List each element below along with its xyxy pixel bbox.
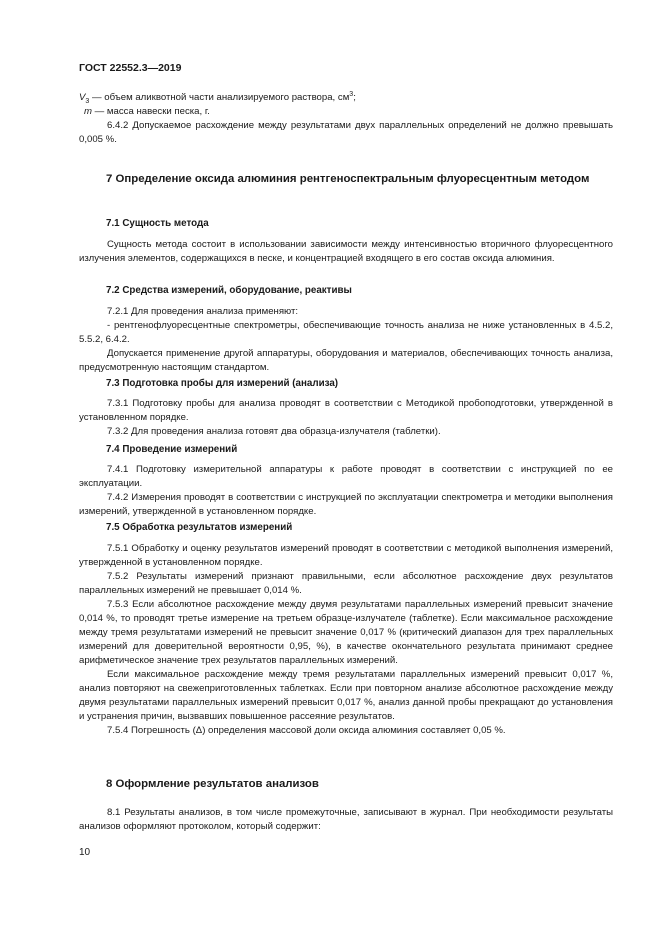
paragraph-7-1: Сущность метода состоит в использовании зависимости между интенсивностью вторичного флуоресцентного излучения элементов, содержащихся в песке, и концентрацией входящего в его состав оксида алюминия.	[79, 239, 613, 264]
section-7-3-body	[79, 397, 613, 439]
paragraph-7-4-2: 7.4.2 Измерения проводят в соответствии с инструкцией по эксплуатации спектрометра и методики выполнения измерений, утвержденной в установленном порядке.	[79, 492, 613, 517]
paragraph-7-3-2: 7.3.2 Для проведения анализа готовят два образца-излучателя (таблетки).	[107, 426, 441, 437]
paragraph-7-5-3-cont: Если максимальное расхождение между тремя результатами параллельных измерений превысит 0,017 %, анализ повторяют на свежеприготовленных таблетках. Если при повторном анализе абсолютное расхождение между двумя результатами параллельных измерений превысит 0,017 %, анализ данной пробы прекращают до установления и устранения причин, вызвавших повышенное рассеяние результатов.	[79, 669, 613, 722]
paragraph-7-5-3: 7.5.3 Если абсолютное расхождение между двумя результатами параллельных измерений превысит значение 0,014 %, то проводят третье измерение на третьем образце-излучателе (таблетке). Если максимальное расхождение между тремя результатами измерений не превысит значение 0,017 % (критический диапазон для трех параллельных измерений для доверительной вероятности 0,95, %), в качестве окончательного результата принимают среднее арифметическое значение трех результатов параллельных измерений.	[79, 599, 613, 666]
section-7-1-title: 7.1 Сущность метода	[106, 218, 209, 229]
section-7-3-title: 7.3 Подготовка пробы для измерений (анализа)	[106, 378, 339, 389]
section-8-body	[79, 806, 613, 834]
document-code-header: ГОСТ 22552.3—2019	[79, 62, 182, 74]
paragraph-7-5-4: 7.5.4 Погрешность (Δ) определения массовой доли оксида алюминия составляет 0,05 %.	[107, 725, 506, 736]
paragraph-7-5-2: 7.5.2 Результаты измерений признают правильными, если абсолютное расхождение двух результатов параллельных измерений не превышает 0,014 %.	[79, 571, 613, 596]
section-7-5-body	[79, 542, 613, 738]
legend-v3: $V_3$ — объем аликвотной части анализируемого раствора, $см^3$;	[79, 90, 356, 105]
paragraph-7-5-1: 7.5.1 Обработку и оценку результатов измерений проводят в соответствии с методикой выполнения измерений, утвержденной в установленном порядке.	[79, 543, 613, 568]
paragraph-6-4-2: 6.4.2 Допускаемое расхождение между результатами двух параллельных определений не должно превышать 0,005 %.	[79, 120, 613, 145]
page-number: 10	[79, 847, 91, 858]
section-7-2-title: 7.2 Средства измерений, оборудование, реактивы	[106, 285, 352, 296]
paragraph-8-1: 8.1 Результаты анализов, в том числе промежуточные, записывают в журнал. При необходимости результаты анализов оформляют протоколом, который содержит:	[79, 807, 613, 832]
paragraph-7-2-list-item: - рентгенофлуоресцентные спектрометры, обеспечивающие точность анализа не ниже установленных в 4.5.2, 5.5.2, 6.4.2.	[79, 320, 613, 345]
section-7-2-body	[79, 305, 613, 375]
section-7-title: 7 Определение оксида алюминия рентгеноспектральным флуоресцентным методом	[106, 173, 590, 185]
section-7-4-title: 7.4 Проведение измерений	[106, 444, 238, 455]
section-8-title: 8 Оформление результатов анализов	[106, 778, 319, 790]
section-7-5-title: 7.5 Обработка результатов измерений	[106, 522, 293, 533]
paragraph-7-3-1: 7.3.1 Подготовку пробы для анализа проводят в соответствии с Методикой пробоподготовки, утвержденной в установленном порядке.	[79, 398, 613, 423]
formula-legend	[79, 91, 613, 147]
paragraph-7-2-1: 7.2.1 Для проведения анализа применяют:	[107, 306, 299, 317]
legend-m: m — масса навески песка, г.	[84, 106, 210, 117]
paragraph-7-2-note: Допускается применение другой аппаратуры, оборудования и материалов, обеспечивающих точность анализа, предусмотренную настоящим стандартом.	[79, 348, 613, 373]
section-7-4-body	[79, 463, 613, 519]
section-7-1-body	[79, 238, 613, 266]
paragraph-7-4-1: 7.4.1 Подготовку измерительной аппаратуры к работе проводят в соответствии с инструкцией по ее эксплуатации.	[79, 464, 613, 489]
